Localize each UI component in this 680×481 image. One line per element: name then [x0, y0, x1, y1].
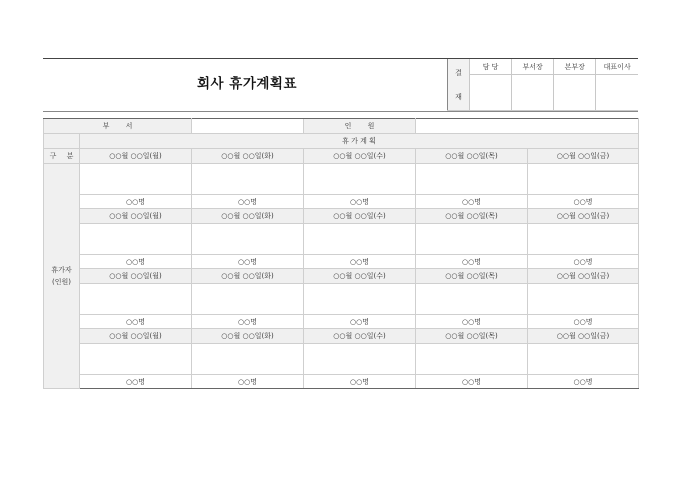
names-cell[interactable]	[528, 344, 639, 375]
names-cell[interactable]	[304, 164, 416, 195]
day-header: ○○월 ○○일(화)	[192, 269, 304, 284]
headcount: ○○명	[192, 195, 304, 209]
headcount: ○○명	[80, 255, 192, 269]
approval-side-label	[448, 59, 470, 111]
page-title: 회사 휴가계획표	[197, 76, 297, 92]
vacation-plan-table	[43, 118, 639, 389]
category-label: 구 분	[44, 149, 80, 164]
headcount: ○○명	[416, 255, 528, 269]
day-header: ○○월 ○○일(수)	[304, 149, 416, 164]
names-cell[interactable]	[192, 284, 304, 315]
day-header: ○○월 ○○일(월)	[80, 209, 192, 224]
vacationer-label	[44, 164, 80, 389]
personnel-field[interactable]	[416, 119, 639, 134]
approval-sign-staff[interactable]	[470, 75, 512, 111]
approval-side-bottom: 재	[455, 92, 462, 101]
names-cell[interactable]	[80, 164, 192, 195]
approval-header-staff: 담 당	[470, 59, 512, 75]
headcount: ○○명	[304, 255, 416, 269]
day-header: ○○월 ○○일(금)	[528, 329, 639, 344]
day-header: ○○월 ○○일(화)	[192, 149, 304, 164]
approval-header-ceo: 대표이사	[596, 59, 638, 75]
approval-sign-ceo[interactable]	[596, 75, 638, 111]
day-header: ○○월 ○○일(화)	[192, 329, 304, 344]
names-cell[interactable]	[416, 284, 528, 315]
day-header: ○○월 ○○일(수)	[304, 209, 416, 224]
names-cell[interactable]	[192, 224, 304, 255]
day-header: ○○월 ○○일(수)	[304, 329, 416, 344]
headcount: ○○명	[528, 255, 639, 269]
headcount: ○○명	[304, 375, 416, 389]
headcount: ○○명	[192, 315, 304, 329]
day-header: ○○월 ○○일(목)	[416, 329, 528, 344]
approval-header-dept-head: 부서장	[512, 59, 554, 75]
headcount: ○○명	[192, 375, 304, 389]
day-header: ○○월 ○○일(목)	[416, 149, 528, 164]
headcount: ○○명	[80, 375, 192, 389]
names-cell[interactable]	[192, 344, 304, 375]
day-header: ○○월 ○○일(금)	[528, 209, 639, 224]
headcount: ○○명	[416, 195, 528, 209]
names-cell[interactable]	[416, 224, 528, 255]
headcount: ○○명	[416, 375, 528, 389]
headcount: ○○명	[304, 195, 416, 209]
day-header: ○○월 ○○일(월)	[80, 329, 192, 344]
vacation-plan-document	[43, 58, 638, 386]
day-header: ○○월 ○○일(금)	[528, 269, 639, 284]
headcount: ○○명	[80, 195, 192, 209]
day-header: ○○월 ○○일(화)	[192, 209, 304, 224]
vacationer-label-line1: 휴가자	[51, 266, 72, 274]
department-field[interactable]	[192, 119, 304, 134]
approval-box	[447, 59, 638, 111]
headcount: ○○명	[304, 315, 416, 329]
personnel-label: 인 원	[304, 119, 416, 134]
names-cell[interactable]	[80, 284, 192, 315]
headcount: ○○명	[528, 315, 639, 329]
names-cell[interactable]	[192, 164, 304, 195]
names-cell[interactable]	[528, 284, 639, 315]
day-header: ○○월 ○○일(금)	[528, 149, 639, 164]
day-header: ○○월 ○○일(목)	[416, 269, 528, 284]
approval-side-top: 결	[455, 68, 462, 77]
approval-sign-dept-head[interactable]	[512, 75, 554, 111]
headcount: ○○명	[80, 315, 192, 329]
names-cell[interactable]	[528, 164, 639, 195]
names-cell[interactable]	[80, 224, 192, 255]
plan-heading: 휴 가 계 획	[80, 134, 639, 149]
headcount: ○○명	[416, 315, 528, 329]
names-cell[interactable]	[416, 344, 528, 375]
names-cell[interactable]	[80, 344, 192, 375]
department-label: 부 서	[44, 119, 192, 134]
headcount: ○○명	[192, 255, 304, 269]
document-header	[43, 58, 638, 112]
day-header: ○○월 ○○일(목)	[416, 209, 528, 224]
names-cell[interactable]	[528, 224, 639, 255]
day-header: ○○월 ○○일(수)	[304, 269, 416, 284]
names-cell[interactable]	[304, 344, 416, 375]
approval-sign-division-head[interactable]	[554, 75, 596, 111]
names-cell[interactable]	[416, 164, 528, 195]
approval-header-division-head: 본부장	[554, 59, 596, 75]
plan-corner	[44, 134, 80, 149]
vacationer-label-line2: (인원)	[52, 278, 71, 286]
day-header: ○○월 ○○일(월)	[80, 149, 192, 164]
day-header: ○○월 ○○일(월)	[80, 269, 192, 284]
headcount: ○○명	[528, 195, 639, 209]
headcount: ○○명	[528, 375, 639, 389]
names-cell[interactable]	[304, 284, 416, 315]
names-cell[interactable]	[304, 224, 416, 255]
